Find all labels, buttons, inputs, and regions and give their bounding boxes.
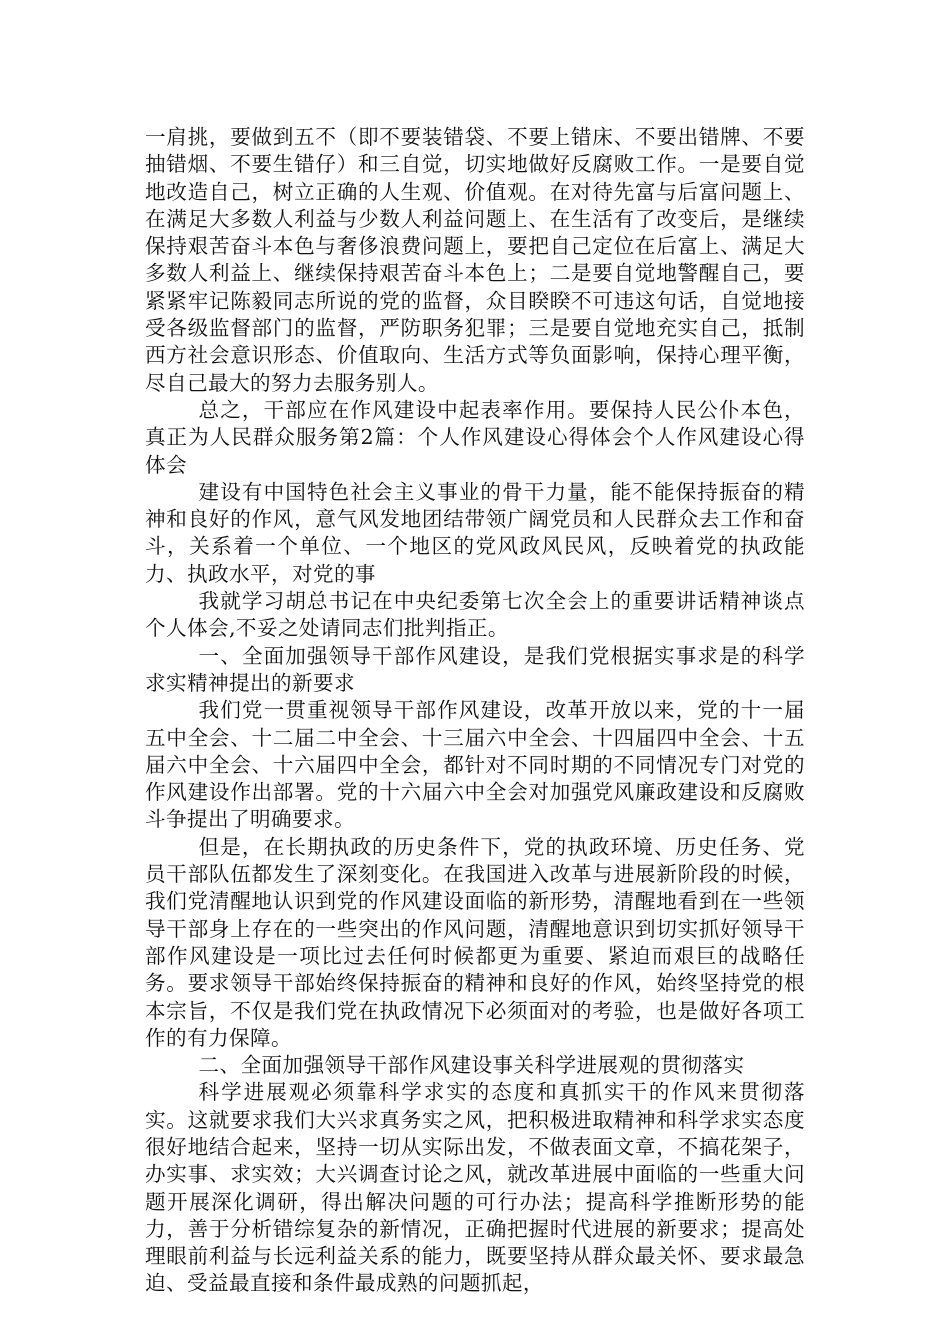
paragraph: 但是，在长期执政的历史条件下，党的执政环境、历史任务、党员干部队伍都发生了深刻变化。在我国进入改革与进展新阶段的时候，我们党清醒地认识到党的作风建设面临的新形势，清醒地看到在一些领导干部身上存在的一些突出的作风问题，清醒地意识到切实抓好领导干部作风建设是一项比过去任何时候都更为重要、紧迫而艰巨的战略任务。要求领导干部始终保持振奋的精神和良好的作风，始终坚持党的根本宗旨，不仅是我们党在执政情况下必须面对的考验，也是做好各项工作的有力保障。 — [145, 834, 805, 1050]
section-heading: 一、全面加强领导干部作风建设，是我们党根据实事求是的科学求实精神提出的新要求 — [145, 643, 805, 695]
paragraph: 建设有中国特色社会主义事业的骨干力量，能不能保持振奋的精神和良好的作风，意气风发地团结带领广阔党员和人民群众去工作和奋斗，关系着一个单位、一个地区的党风政风民风，反映着党的执政能力、执政水平，对党的事 — [145, 479, 805, 586]
section-heading: 二、全面加强领导干部作风建设事关科学进展观的贯彻落实 — [198, 1053, 745, 1078]
paragraph: 我就学习胡总书记在中央纪委第七次全会上的重要讲话精神谈点个人体会,不妥之处请同志们批判指正。 — [145, 589, 805, 641]
paragraph: 科学进展观必须靠科学求实的态度和真抓实干的作风来贯彻落实。这就要求我们大兴求真务实之风，把积极进取精神和科学求实态度很好地结合起来，坚持一切从实际出发，不做表面文章，不搞花架子，办实事、求实效；大兴调查讨论之风，就改革进展中面临的一些重大问题开展深化调研，得出解决问题的可行办法；提高科学推断形势的能力，善于分析错综复杂的新情况，正确把握时代进展的新要求；提高处理眼前利益与长远利益关系的能力，既要坚持从群众最关怀、要求最急迫、受益最直接和条件最成熟的问题抓起， — [145, 1080, 805, 1296]
paragraph: 总之，干部应在作风建设中起表率作用。要保持人民公仆本色，真正为人民群众服务第2篇：个人作风建设心得体会个人作风建设心得体会 — [145, 397, 805, 477]
paragraph: 一肩挑，要做到五不（即不要装错袋、不要上错床、不要出错牌、不要抽错烟、不要生错仔）和三自觉，切实地做好反腐败工作。一是要自觉地改造自己，树立正确的人生观、价值观。在对待先富与后富问题上、在满足大多数人利益与少数人利益问题上、在生活有了改变后，是继续保持艰苦奋斗本色与奢侈浪费问题上，要把自己定位在后富上、满足大多数人利益上、继续保持艰苦奋斗本色上；二是要自觉地警醒自己，要紧紧牢记陈毅同志所说的党的监督，众目睽睽不可违这句话，自觉地接受各级监督部门的监督，严防职务犯罪；三是要自觉地充实自己，抵制西方社会意识形态、价值取向、生活方式等负面影响，保持心理平衡，尽自己最大的努力去服务别人。 — [145, 125, 805, 395]
paragraph: 我们党一贯重视领导干部作风建设，改革开放以来，党的十一届五中全会、十二届二中全会、十三届六中全会、十四届四中全会、十五届六中全会、十六届四中全会，都针对不同时期的不同情况专门对党的作风建设作出部署。党的十六届六中全会对加强党风廉政建设和反腐败斗争提出了明确要求。 — [145, 698, 805, 832]
document-body — [145, 124, 805, 1298]
